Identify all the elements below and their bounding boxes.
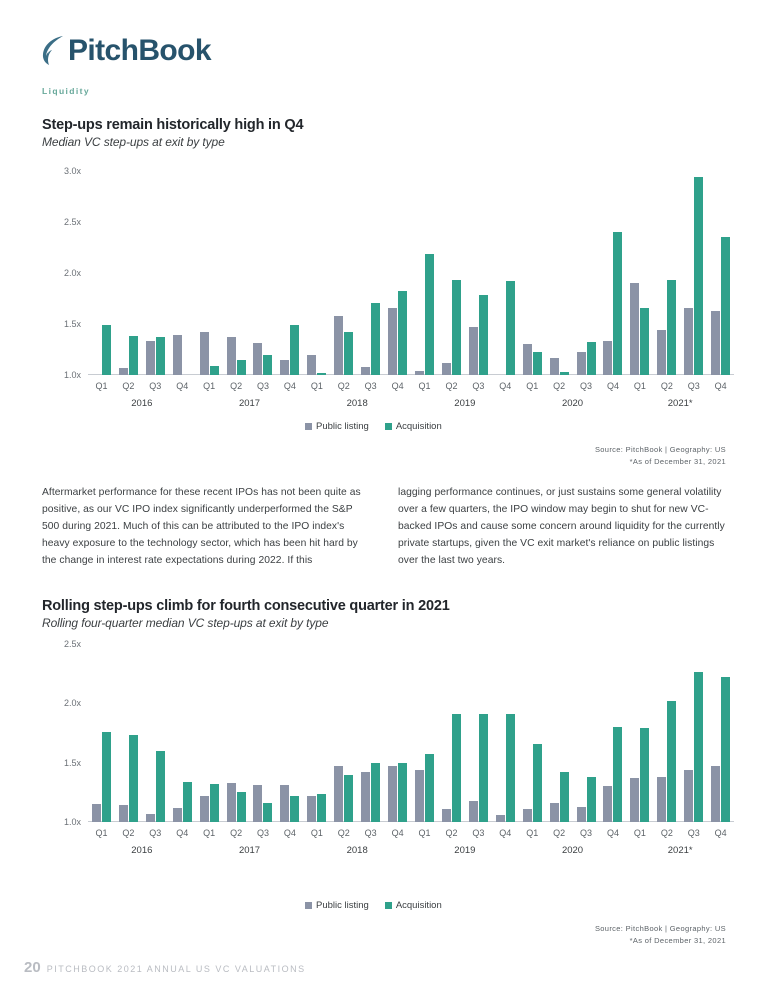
bar-pub	[657, 777, 666, 822]
bar-acq	[183, 782, 192, 822]
x-axis-year-label: 2016	[131, 398, 153, 409]
x-axis-quarter-label: Q3	[472, 381, 485, 391]
y-axis-tick: 2.5x	[63, 639, 81, 649]
x-axis-quarter-label: Q4	[176, 381, 189, 391]
chart1-source	[595, 444, 726, 467]
bar-pub	[496, 815, 505, 822]
quarter-bar-group	[250, 171, 277, 375]
bar-pub	[415, 371, 424, 375]
x-axis-quarter-label: Q4	[283, 381, 296, 391]
x-axis-quarter-label: Q2	[337, 381, 350, 391]
chart2-bars	[88, 644, 734, 822]
chart2-legend	[305, 900, 442, 911]
quarter-bar-group	[196, 171, 223, 375]
bar-acq	[533, 352, 542, 375]
x-axis-quarter-label: Q4	[391, 828, 404, 838]
body-column-right: lagging performance continues, or just sustains some general volatility over a few quarters, the IPO window may begin to shut for new VC-backed IPOs and cause some concern around liquidity for the currently private startups, given the VC exit market's reliance on public listings over the last two years.	[398, 487, 725, 566]
bar-acq	[613, 232, 622, 375]
bar-pub	[253, 343, 262, 375]
quarter-bar-group	[196, 644, 223, 822]
bar-pub	[388, 766, 397, 822]
x-axis-quarter-label: Q4	[283, 828, 296, 838]
quarter-bar-group	[142, 644, 169, 822]
quarter-bar-group	[707, 644, 734, 822]
chart2-quarter-axis	[88, 828, 734, 838]
x-axis-quarter-label: Q1	[418, 381, 431, 391]
x-axis-quarter-label: Q4	[714, 828, 727, 838]
bar-acq	[479, 295, 488, 375]
x-axis-quarter-label: Q2	[445, 381, 458, 391]
bar-acq	[506, 281, 515, 375]
quarter-bar-group	[573, 644, 600, 822]
x-axis-year-label: 2018	[346, 398, 368, 409]
bar-pub	[361, 772, 370, 822]
y-axis-tick: 1.0x	[63, 370, 81, 380]
bar-acq	[425, 254, 434, 375]
x-axis-quarter-label: Q4	[606, 381, 619, 391]
legend-swatch-icon	[385, 423, 392, 430]
bar-pub	[146, 341, 155, 375]
bar-acq	[129, 336, 138, 375]
quarter-bar-group	[653, 171, 680, 375]
legend-item-pub[interactable]	[305, 900, 369, 911]
quarter-bar-group	[384, 171, 411, 375]
quarter-bar-group	[411, 171, 438, 375]
x-axis-quarter-label: Q4	[176, 828, 189, 838]
bar-pub	[523, 344, 532, 375]
bar-acq	[533, 744, 542, 822]
x-axis-quarter-label: Q1	[633, 828, 646, 838]
bar-pub	[657, 330, 666, 375]
bar-pub	[173, 335, 182, 375]
bar-acq	[237, 792, 246, 822]
bar-pub	[119, 368, 128, 375]
x-axis-quarter-label: Q1	[310, 828, 323, 838]
chart1-plot-area	[63, 166, 734, 380]
quarter-bar-group	[115, 171, 142, 375]
quarter-bar-group	[626, 644, 653, 822]
bar-pub	[469, 801, 478, 822]
bar-pub	[334, 766, 343, 822]
bar-acq	[371, 763, 380, 822]
x-axis-quarter-label: Q1	[633, 381, 646, 391]
x-axis-quarter-label: Q2	[553, 828, 566, 838]
bar-acq	[263, 803, 272, 822]
quarter-bar-group	[519, 644, 546, 822]
quarter-bar-group	[357, 644, 384, 822]
bar-acq	[398, 763, 407, 822]
quarter-bar-group	[411, 644, 438, 822]
x-axis-quarter-label: Q3	[687, 828, 700, 838]
bar-acq	[129, 735, 138, 822]
footer-title: PITCHBOOK 2021 ANNUAL US VC VALUATIONS	[46, 964, 306, 974]
bar-acq	[102, 325, 111, 375]
bar-acq	[587, 342, 596, 375]
x-axis-quarter-label: Q4	[714, 381, 727, 391]
quarter-bar-group	[250, 644, 277, 822]
quarter-bar-group	[653, 644, 680, 822]
bar-pub	[334, 316, 343, 375]
bar-pub	[173, 808, 182, 822]
chart1-heading-group	[42, 117, 303, 149]
quarter-bar-group	[680, 171, 707, 375]
quarter-bar-group	[573, 171, 600, 375]
legend-swatch-icon	[385, 902, 392, 909]
bar-pub	[200, 332, 209, 375]
bar-pub	[307, 796, 316, 822]
bar-pub	[550, 358, 559, 375]
legend-label: Acquisition	[395, 900, 442, 911]
bar-pub	[307, 355, 316, 375]
source-line-2: *As of December 31, 2021	[629, 456, 726, 466]
x-axis-quarter-label: Q1	[526, 381, 539, 391]
quarter-bar-group	[330, 644, 357, 822]
chart1-subtitle: Median VC step-ups at exit by type	[42, 135, 225, 149]
bar-acq	[317, 373, 326, 375]
x-axis-quarter-label: Q3	[364, 381, 377, 391]
bar-acq	[317, 794, 326, 822]
bar-acq	[102, 732, 111, 822]
x-axis-quarter-label: Q3	[256, 381, 269, 391]
x-axis-quarter-label: Q3	[149, 828, 162, 838]
x-axis-quarter-label: Q4	[391, 381, 404, 391]
bar-acq	[560, 772, 569, 822]
quarter-bar-group	[88, 644, 115, 822]
quarter-bar-group	[303, 171, 330, 375]
chart-median-stepups	[40, 163, 740, 411]
bar-acq	[640, 728, 649, 822]
body-column-left: Aftermarket performance for these recent IPOs has not been quite as positive, as our VC IPO index significantly underperformed the S&P 500 during 2021. Much of this can be attributed to the IPO index's heavy exposure to the technology sector, which has been hit hard by the change in interest rate expectations during 2022. If this	[42, 487, 361, 566]
x-axis-quarter-label: Q4	[606, 828, 619, 838]
brand-logo	[40, 34, 211, 68]
quarter-bar-group	[384, 644, 411, 822]
bar-acq	[290, 325, 299, 375]
source-line-1: Source: PitchBook | Geography: US	[594, 924, 726, 933]
y-axis-tick: 1.5x	[63, 319, 81, 329]
bar-pub	[711, 311, 720, 375]
quarter-bar-group	[330, 171, 357, 375]
quarter-bar-group	[707, 171, 734, 375]
y-axis-tick: 2.5x	[63, 217, 81, 227]
x-axis-quarter-label: Q2	[337, 828, 350, 838]
bar-acq	[694, 672, 703, 822]
quarter-bar-group	[88, 171, 115, 375]
y-axis-tick: 1.0x	[63, 817, 81, 827]
chart1-legend	[305, 421, 442, 432]
x-axis-quarter-label: Q2	[445, 828, 458, 838]
bar-pub	[200, 796, 209, 822]
bar-pub	[523, 809, 532, 822]
bar-pub	[388, 308, 397, 375]
x-axis-quarter-label: Q1	[95, 381, 108, 391]
bar-pub	[684, 308, 693, 375]
x-axis-year-label: 2016	[131, 845, 153, 856]
bar-pub	[630, 778, 639, 822]
legend-label: Acquisition	[395, 421, 442, 432]
x-axis-quarter-label: Q2	[122, 381, 135, 391]
chart1-year-axis	[88, 398, 734, 409]
legend-label: Public listing	[316, 421, 369, 432]
quarter-bar-group	[223, 171, 250, 375]
bar-pub	[630, 283, 639, 375]
x-axis-quarter-label: Q1	[203, 381, 216, 391]
bar-pub	[280, 785, 289, 822]
x-axis-quarter-label: Q4	[499, 828, 512, 838]
legend-label: Public listing	[316, 900, 369, 911]
bar-pub	[442, 809, 451, 822]
x-axis-year-label: 2017	[238, 845, 261, 856]
x-axis-quarter-label: Q3	[472, 828, 485, 838]
x-axis-quarter-label: Q2	[660, 381, 673, 391]
bar-pub	[442, 363, 451, 375]
bar-pub	[684, 770, 693, 822]
x-axis-quarter-label: Q1	[418, 828, 431, 838]
bar-acq	[210, 784, 219, 822]
bar-acq	[156, 751, 165, 822]
bar-acq	[398, 291, 407, 375]
chart1-title: Step-ups remain historically high in Q4	[42, 117, 304, 133]
bar-acq	[506, 714, 515, 822]
quarter-bar-group	[169, 644, 196, 822]
bar-acq	[452, 280, 461, 375]
legend-item-pub[interactable]	[305, 421, 369, 432]
bar-acq	[425, 754, 434, 822]
x-axis-quarter-label: Q3	[149, 381, 162, 391]
bar-pub	[550, 803, 559, 822]
bar-pub	[415, 770, 424, 822]
bar-acq	[587, 777, 596, 822]
chart2-plot-area	[63, 639, 734, 827]
legend-swatch-icon	[305, 902, 312, 909]
chart2-year-axis	[88, 845, 734, 856]
quarter-bar-group	[303, 644, 330, 822]
bar-acq	[721, 237, 730, 375]
bar-pub	[253, 785, 262, 822]
bar-pub	[92, 804, 101, 822]
chart-rolling-stepups	[40, 636, 740, 858]
bar-pub	[146, 814, 155, 822]
quarter-bar-group	[492, 644, 519, 822]
bar-pub	[711, 766, 720, 822]
x-axis-year-label: 2018	[346, 845, 368, 856]
bar-pub	[469, 327, 478, 375]
quarter-bar-group	[276, 644, 303, 822]
quarter-bar-group	[465, 171, 492, 375]
quarter-bar-group	[600, 171, 627, 375]
quarter-bar-group	[438, 171, 465, 375]
quarter-bar-group	[115, 644, 142, 822]
x-axis-quarter-label: Q3	[364, 828, 377, 838]
x-axis-quarter-label: Q2	[230, 828, 243, 838]
quarter-bar-group	[223, 644, 250, 822]
bar-acq	[560, 372, 569, 375]
bar-acq	[344, 775, 353, 822]
bar-acq	[263, 355, 272, 375]
bar-acq	[237, 360, 246, 375]
bar-acq	[640, 308, 649, 375]
x-axis-year-label: 2019	[454, 398, 476, 409]
chart2-source	[595, 923, 726, 946]
bar-pub	[280, 360, 289, 375]
x-axis-quarter-label: Q3	[687, 381, 700, 391]
bar-pub	[577, 352, 586, 375]
x-axis-quarter-label: Q3	[256, 828, 269, 838]
quarter-bar-group	[492, 171, 519, 375]
bar-pub	[119, 805, 128, 822]
x-axis-year-label: 2019	[454, 845, 476, 856]
quarter-bar-group	[438, 644, 465, 822]
y-axis-tick: 2.0x	[63, 698, 81, 709]
bar-acq	[479, 714, 488, 822]
x-axis-quarter-label: Q1	[526, 828, 539, 838]
bar-pub	[577, 807, 586, 822]
x-axis-quarter-label: Q3	[580, 828, 593, 838]
x-axis-quarter-label: Q2	[553, 381, 566, 391]
chart2-heading-group	[42, 598, 450, 630]
page-footer	[24, 959, 306, 976]
legend-swatch-icon	[305, 423, 312, 430]
bar-acq	[694, 177, 703, 375]
x-axis-quarter-label: Q1	[95, 828, 108, 838]
quarter-bar-group	[357, 171, 384, 375]
quarter-bar-group	[169, 171, 196, 375]
x-axis-quarter-label: Q1	[203, 828, 216, 838]
bar-pub	[227, 337, 236, 375]
chart2-subtitle: Rolling four-quarter median VC step-ups at exit by type	[42, 616, 329, 630]
quarter-bar-group	[465, 644, 492, 822]
source-line-1: Source: PitchBook | Geography: US	[594, 445, 726, 454]
y-axis-tick: 1.5x	[63, 757, 81, 768]
bar-acq	[667, 701, 676, 822]
body-text	[42, 485, 726, 570]
quarter-bar-group	[680, 644, 707, 822]
x-axis-quarter-label: Q2	[122, 828, 135, 838]
chart2-title: Rolling step-ups climb for fourth consecutive quarter in 2021	[42, 598, 450, 614]
bar-acq	[721, 677, 730, 822]
page-number: 20	[24, 959, 41, 976]
y-axis-tick: 2.0x	[63, 268, 81, 278]
quarter-bar-group	[626, 171, 653, 375]
x-axis-quarter-label: Q3	[580, 381, 593, 391]
chart1-quarter-axis	[88, 381, 734, 391]
pitchbook-feather-icon	[40, 35, 66, 67]
bar-pub	[603, 786, 612, 822]
quarter-bar-group	[519, 171, 546, 375]
chart1-bars	[88, 171, 734, 375]
y-axis-tick: 3.0x	[63, 166, 81, 176]
quarter-bar-group	[600, 644, 627, 822]
legend-item-acq[interactable]	[385, 900, 442, 911]
bar-pub	[361, 367, 370, 375]
bar-pub	[603, 341, 612, 375]
section-kicker: Liquidity	[42, 86, 91, 96]
brand-name: PitchBook	[68, 34, 211, 67]
legend-item-acq[interactable]	[385, 421, 442, 432]
bar-acq	[667, 280, 676, 375]
x-axis-year-label: 2020	[561, 845, 584, 856]
x-axis-quarter-label: Q1	[310, 381, 323, 391]
source-line-2: *As of December 31, 2021	[629, 935, 726, 945]
bar-pub	[227, 783, 236, 822]
bar-acq	[452, 714, 461, 822]
bar-acq	[371, 303, 380, 375]
x-axis-year-label: 2021*	[667, 845, 693, 856]
quarter-bar-group	[142, 171, 169, 375]
bar-acq	[344, 332, 353, 375]
x-axis-quarter-label: Q4	[499, 381, 512, 391]
bar-acq	[156, 337, 165, 375]
x-axis-year-label: 2020	[561, 398, 584, 409]
x-axis-year-label: 2021*	[667, 398, 693, 409]
x-axis-quarter-label: Q2	[230, 381, 243, 391]
x-axis-year-label: 2017	[238, 398, 261, 409]
bar-acq	[290, 796, 299, 822]
quarter-bar-group	[546, 644, 573, 822]
bar-acq	[210, 366, 219, 375]
x-axis-quarter-label: Q2	[660, 828, 673, 838]
bar-acq	[613, 727, 622, 822]
quarter-bar-group	[276, 171, 303, 375]
quarter-bar-group	[546, 171, 573, 375]
